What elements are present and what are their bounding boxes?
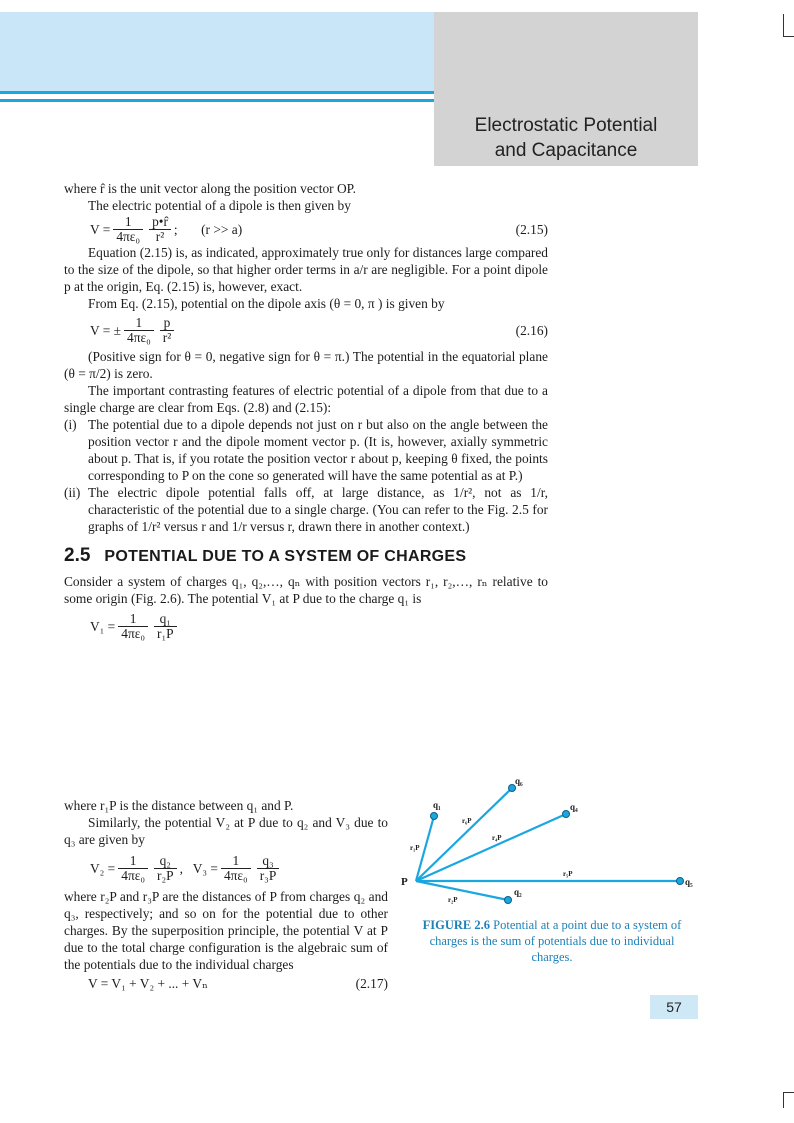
fraction-numerator: 1 (124, 316, 154, 331)
fraction (154, 612, 177, 641)
charge-q2 (505, 897, 512, 904)
label-q6: q₆ (515, 776, 523, 786)
label-r1p: r₁P (410, 844, 420, 852)
header-band (0, 12, 434, 91)
fraction-denominator: r² (162, 329, 172, 345)
fraction-numerator: 1 (113, 215, 143, 230)
label-q4: q₄ (570, 802, 578, 812)
charge-q4 (563, 811, 570, 818)
list-marker: (i) (64, 417, 77, 432)
section-heading (64, 547, 548, 565)
narrow-text-column (64, 797, 388, 993)
list-text: The electric dipole potential falls off, at large distance, as 1/r², not as 1/r, characteristic of the potential due to a single charge. (You can refer to the Fig. 2.5 for graphs of 1/r² versus r and 1/r versus r, drawn there in another context.) (88, 485, 548, 534)
crop-mark (783, 1092, 794, 1093)
eq-lhs: V = (90, 221, 111, 237)
fraction-denominator: 4πε₀ (127, 329, 151, 345)
fraction (118, 612, 148, 641)
equation-number: (2.16) (515, 322, 548, 338)
fraction-denominator: r² (155, 228, 165, 244)
fraction-denominator: 4πε₀ (121, 625, 145, 641)
equation-v1 (64, 607, 548, 645)
figure-caption-text: Potential at a point due to a system of charges is the sum of potentials due to individual charges. (429, 918, 682, 964)
equation-2-15 (64, 214, 548, 244)
paragraph: The electric potential of a dipole is then given by (88, 198, 351, 213)
fraction-numerator: q₁ (154, 612, 177, 627)
eq-condition: ; (r >> a) (173, 221, 243, 237)
label-r2p: r₂P (448, 896, 458, 904)
equation-2-16 (64, 312, 548, 348)
equation-2-17 (64, 973, 388, 993)
label-q5: q₅ (685, 877, 693, 887)
line-r4p (416, 814, 566, 881)
fraction-numerator: p (160, 316, 174, 331)
paragraph: Similarly, the potential V₂ at P due to q₂ and V₃ due to q₃ are given by (64, 815, 388, 847)
paragraph: where r₂P and r₃P are the distances of P from charges q₂ and q₃, respectively; and so on for the potential due to other charges. By the superposition principle, the potential V at P due to the total charge configuration is the algebraic sum of the potentials due to the individual charges (64, 889, 388, 972)
fraction-numerator: 1 (118, 612, 148, 627)
fraction-denominator: 4πε₀ (121, 867, 145, 883)
page-number: 57 (650, 995, 698, 1019)
eq-lhs: V = ± (90, 322, 122, 338)
fraction (257, 854, 280, 883)
eq-lhs: V₁ = (90, 618, 116, 634)
label-q2: q₂ (514, 887, 522, 897)
fraction (160, 316, 174, 345)
fraction (118, 854, 148, 883)
list-item (64, 416, 548, 484)
crop-mark (783, 36, 794, 37)
fraction-numerator: p•r̂ (149, 215, 171, 230)
label-r5p: r₅P (563, 870, 573, 878)
paragraph: From Eq. (2.15), potential on the dipole axis (θ = 0, π ) is given by (88, 296, 445, 311)
label-r6p: r₆P (462, 817, 472, 825)
equation-number: (2.17) (355, 975, 388, 991)
figure-caption-label: FIGURE 2.6 (422, 918, 491, 932)
eq-expression: V = V₁ + V₂ + ... + Vₙ (88, 975, 208, 991)
fraction-denominator: r₃P (259, 867, 277, 883)
paragraph: (Positive sign for θ = 0, negative sign for θ = π.) The potential in the equatorial plane (θ = π/2) is zero. (64, 349, 548, 381)
list-marker: (ii) (64, 485, 81, 500)
fraction-denominator: 4πε₀ (223, 867, 248, 883)
fraction (149, 215, 171, 244)
paragraph: Equation (2.15) is, as indicated, approximately true only for distances large compared to the size of the dipole, so that higher order terms in a/r are negligible. For a point dipole p at the origin, Eq. (2.15) is, however, exact. (64, 245, 548, 294)
fraction-numerator: q₂ (154, 854, 177, 869)
charge-q5 (677, 878, 684, 885)
fraction (221, 854, 251, 883)
header-stripe (0, 91, 434, 94)
list-text: The potential due to a dipole depends not just on r but also on the angle between the position vector r and the dipole moment vector p. (It is, however, axially symmetric about p. That is, if you rotate the position vector r about p, keeping θ fixed, the points corresponding to P on the cone so generated will have the same potential as at P.) (88, 417, 548, 483)
figure-2-6-diagram (400, 768, 710, 908)
point-p-label: P (401, 876, 408, 888)
charge-q1 (431, 813, 438, 820)
fraction-denominator: r₁P (157, 625, 174, 641)
figure-caption (410, 917, 694, 965)
section-title: POTENTIAL DUE TO A SYSTEM OF CHARGES (104, 548, 467, 565)
fraction-numerator: q₃ (257, 854, 280, 869)
section-number: 2.5 (64, 545, 91, 566)
eq-lhs: , V₃ = (179, 860, 218, 876)
label-r4p: r₄P (492, 834, 502, 842)
chapter-title-line2: and Capacitance (494, 140, 638, 161)
fraction (154, 854, 177, 883)
line-r2p (416, 881, 508, 900)
main-text-column (64, 180, 548, 645)
fraction-numerator: 1 (118, 854, 148, 869)
fraction-denominator: 4πε₀ (116, 228, 141, 244)
equation-v2-v3 (64, 848, 388, 888)
crop-mark (783, 1092, 784, 1108)
paragraph: Consider a system of charges q₁, q₂,…, qₙ with position vectors r₁, r₂,…, rₙ relative to some origin (Fig. 2.6). The potential V₁ at P due to the charge q₁ is (64, 574, 548, 606)
equation-number: (2.15) (515, 221, 548, 237)
chapter-title-line1: Electrostatic Potential (474, 115, 658, 136)
header-stripe (0, 99, 434, 102)
fraction (113, 215, 143, 244)
list-item (64, 484, 548, 535)
chapter-title-box (434, 12, 698, 166)
fraction-denominator: r₂P (157, 867, 174, 883)
fraction (124, 316, 154, 345)
paragraph: where r₁P is the distance between q₁ and P. (64, 798, 294, 813)
eq-lhs: V₂ = (90, 860, 116, 876)
crop-mark (783, 14, 784, 36)
paragraph: The important contrasting features of electric potential of a dipole from that due to a single charge are clear from Eqs. (2.8) and (2.15): (64, 383, 548, 415)
paragraph: where r̂ is the unit vector along the position vector OP. (64, 181, 356, 196)
label-q1: q₁ (433, 800, 441, 810)
fraction-numerator: 1 (221, 854, 251, 869)
